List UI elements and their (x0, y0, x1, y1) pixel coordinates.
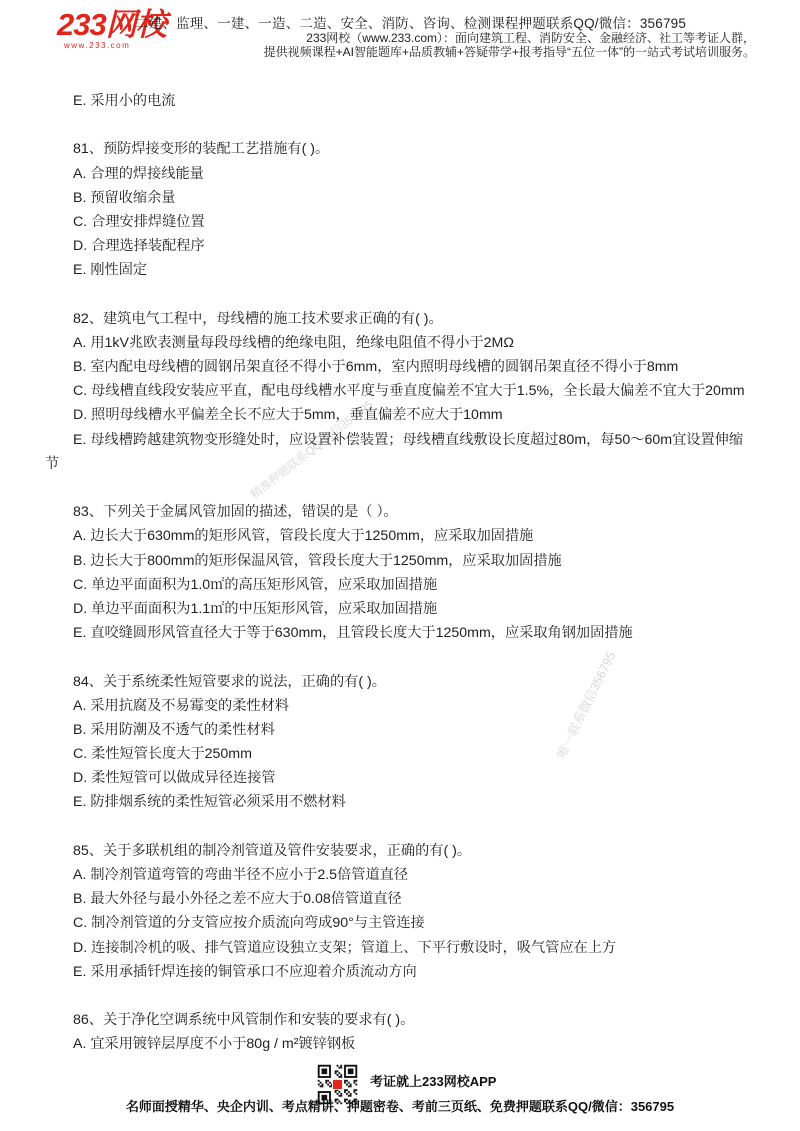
header-intro-line-2: 提供视频课程+AI智能题库+品质教辅+答疑带学+报考指导“五位一体”的一站式考试培训服务。 (263, 45, 755, 59)
question-content (45, 89, 757, 1057)
question-82 (45, 307, 757, 476)
option-a: A. 采用抗腐及不易霉变的柔性材料 (73, 697, 289, 714)
question-stem: 83、下列关于金属风管加固的描述，错误的是（ ）。 (73, 504, 398, 521)
option-e: E. 防排烟系统的柔性短管必须采用不燃材料 (73, 794, 346, 811)
option-c: C. 柔性短管长度大于250mm (73, 746, 252, 763)
option-c: C. 单边平面面积为1.0㎡的高压矩形风管，应采取加固措施 (73, 576, 438, 593)
question-stem: 85、关于多联机组的制冷剂管道及管件安装要求，正确的有( )。 (73, 842, 472, 859)
logo-url: www.233.com (64, 41, 131, 50)
question-stem: 84、关于系统柔性短管要求的说法，正确的有( )。 (73, 673, 386, 690)
option-d: D. 照明母线槽水平偏差全长不应大于5mm，垂直偏差不应大于10mm (73, 407, 503, 424)
question-85 (45, 839, 757, 984)
watermark-right: 唯一联系微信356795 (554, 649, 619, 761)
option-a: A. 宜采用镀锌层厚度不小于80g / m²镀锌钢板 (73, 1036, 356, 1053)
question-83 (45, 500, 757, 645)
header-promo-line: 二建、监理、一建、一造、二造、安全、消防、咨询、检测课程押题联系QQ/微信：356795 (135, 16, 687, 31)
question-86 (45, 1008, 757, 1056)
option-a: A. 制冷剂管道弯管的弯曲半径不应小于2.5倍管道直径 (73, 867, 409, 883)
question-84 (45, 670, 757, 815)
option-d: D. 柔性短管可以做成异径连接管 (73, 770, 276, 787)
header-intro-line-1: 233网校（www.233.com）：面向建筑工程、消防安全、金融经济、社工等考证人群， (306, 31, 755, 45)
question-stem: 81、预防焊接变形的装配工艺措施有( )。 (73, 141, 330, 158)
option-e: E. 母线槽跨越建筑物变形缝处时，应设置补偿装置；母线槽直线敷设长度超过80m，每50～60m宜设置伸缩 (73, 431, 744, 448)
option-b: B. 边长大于800mm的矩形保温风管，管段长度大于1250mm，应采取加固措施 (73, 552, 562, 569)
option-c: C. 合理安排焊缝位置 (73, 213, 205, 230)
option-a: A. 合理的焊接线能量 (73, 165, 204, 182)
option-e: E. 采用承插钎焊连接的铜管承口不应迎着介质流动方向 (73, 963, 417, 980)
app-slogan: 考证就上233网校APP (370, 1074, 497, 1089)
option-c: C. 母线槽直线段安装应平直，配电母线槽水平度与垂直度偏差不宜大于1.5%，全长最大偏差不宜大于20mm (73, 383, 745, 400)
option-b: B. 采用防潮及不透气的柔性材料 (73, 721, 275, 738)
previous-option-e: E. 采用小的电流 (73, 93, 176, 109)
option-a: A. 用1kV兆欧表测量每段母线槽的绝缘电阻，绝缘电阻值不得小于2MΩ (73, 334, 514, 351)
option-c: C. 制冷剂管道的分支管应按介质流向弯成90°与主管连接 (73, 915, 425, 932)
option-d: D. 连接制冷机的吸、排气管道应设独立支架；管道上、下平行敷设时，吸气管应在上方 (73, 939, 617, 956)
option-e-continuation: 节 (45, 455, 60, 472)
footer-promo-line: 名师面授精华、央企内训、考点精讲、押题密卷、考前三页纸、免费押题联系QQ/微信：356795 (125, 1099, 675, 1114)
logo-text: 233网校 (57, 7, 166, 42)
option-d: D. 合理选择装配程序 (73, 238, 205, 255)
watermark-left: 精准押题联系QQ/微信356795 (248, 398, 376, 502)
option-e: E. 直咬缝圆形风管直径大于等于630mm，且管段长度大于1250mm，应采取角钢加固措施 (73, 625, 633, 642)
option-e: E. 刚性固定 (73, 262, 148, 279)
option-b: B. 预留收缩余量 (73, 189, 176, 206)
option-d: D. 单边平面面积为1.1㎡的中压矩形风管，应采取加固措施 (73, 600, 438, 617)
option-b: B. 最大外径与最小外径之差不应大于0.08倍管道直径 (73, 891, 402, 908)
question-stem: 86、关于净化空调系统中风管制作和安装的要求有( )。 (73, 1012, 415, 1029)
question-stem: 82、建筑电气工程中，母线槽的施工技术要求正确的有( )。 (73, 310, 443, 327)
option-a: A. 边长大于630mm的矩形风管，管段长度大于1250mm，应采取加固措施 (73, 528, 534, 545)
question-81 (45, 137, 757, 282)
option-b: B. 室内配电母线槽的圆钢吊架直径不得小于6mm，室内照明母线槽的圆钢吊架直径不得小于8mm (73, 359, 679, 376)
